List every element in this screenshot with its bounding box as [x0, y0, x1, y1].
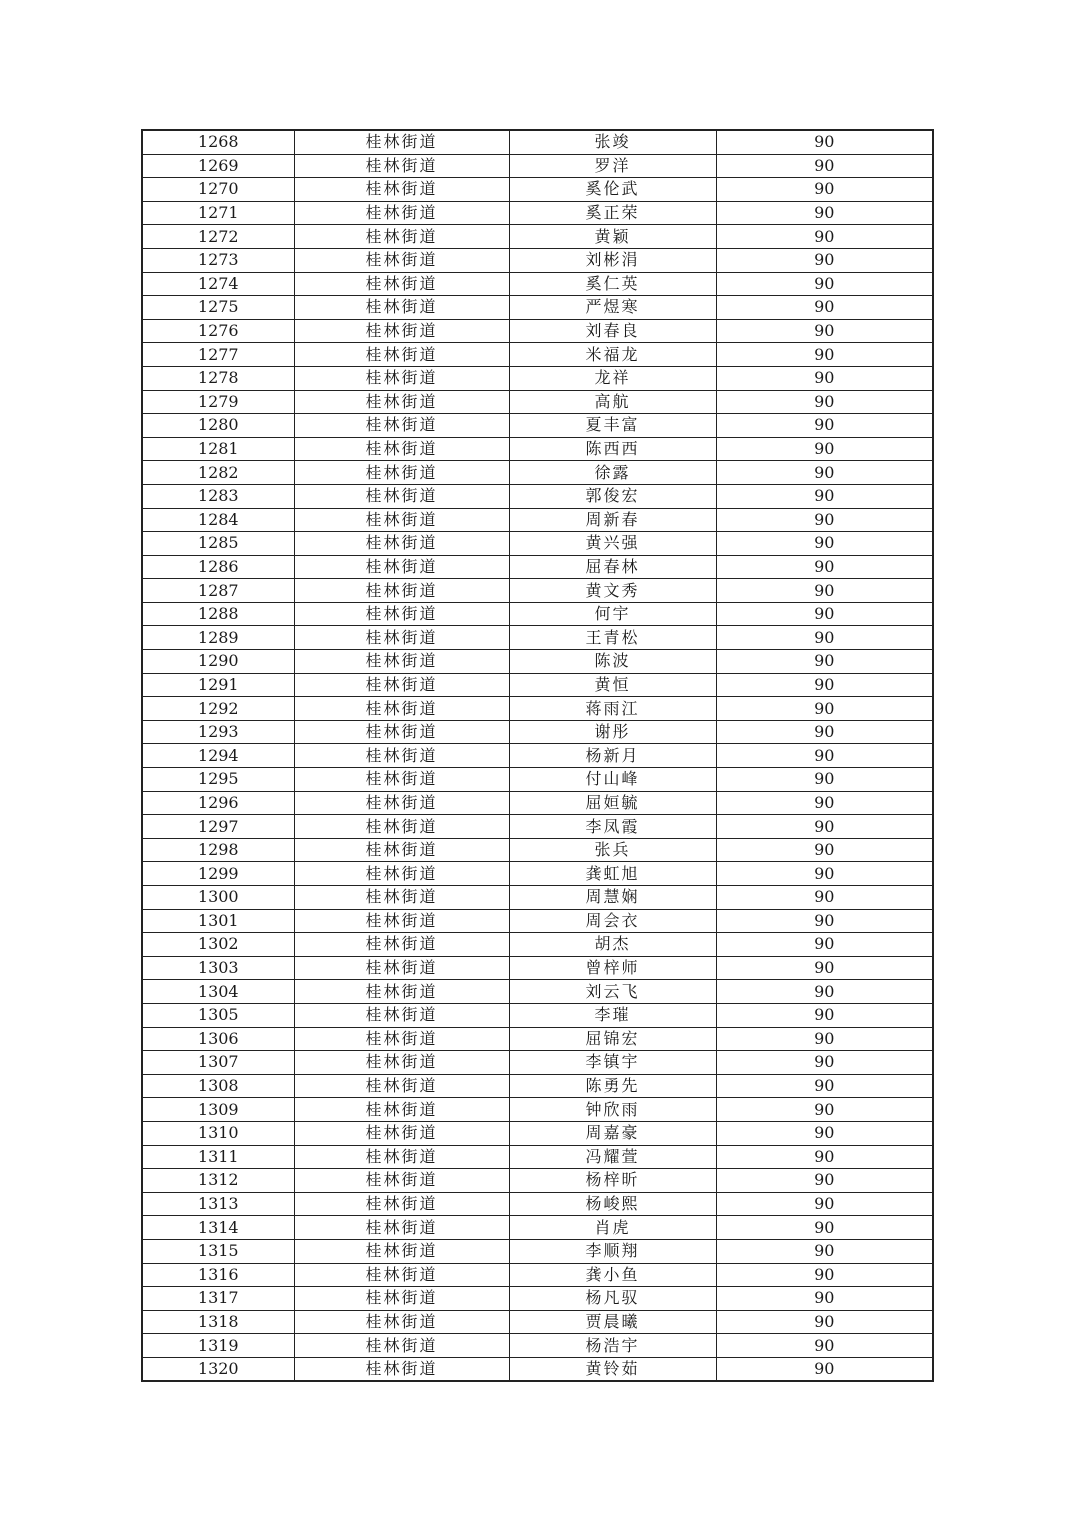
district-cell: 桂林街道	[294, 602, 509, 626]
score-cell: 90	[716, 768, 933, 792]
table-row	[142, 720, 933, 744]
row-number-cell: 1270	[142, 178, 294, 202]
district-cell: 桂林街道	[294, 555, 509, 579]
table-row	[142, 1121, 933, 1145]
name-cell: 刘春良	[509, 319, 716, 343]
table-row	[142, 1074, 933, 1098]
score-cell: 90	[716, 980, 933, 1004]
name-cell: 杨新月	[509, 744, 716, 768]
row-number-cell: 1320	[142, 1357, 294, 1381]
district-cell: 桂林街道	[294, 1051, 509, 1075]
score-cell: 90	[716, 343, 933, 367]
name-cell: 龚虹旭	[509, 862, 716, 886]
row-number-cell: 1293	[142, 720, 294, 744]
row-number-cell: 1273	[142, 248, 294, 272]
row-number-cell: 1289	[142, 626, 294, 650]
document-page	[141, 129, 932, 1382]
row-number-cell: 1280	[142, 414, 294, 438]
district-cell: 桂林街道	[294, 1074, 509, 1098]
name-cell: 张兵	[509, 838, 716, 862]
table-row	[142, 673, 933, 697]
name-cell: 陈波	[509, 650, 716, 674]
table-row	[142, 484, 933, 508]
score-cell: 90	[716, 673, 933, 697]
district-cell: 桂林街道	[294, 154, 509, 178]
score-cell: 90	[716, 1169, 933, 1193]
score-cell: 90	[716, 248, 933, 272]
score-cell: 90	[716, 838, 933, 862]
name-cell: 杨凡驭	[509, 1287, 716, 1311]
score-cell: 90	[716, 555, 933, 579]
row-number-cell: 1302	[142, 933, 294, 957]
score-cell: 90	[716, 933, 933, 957]
name-cell: 张竣	[509, 130, 716, 154]
table-row	[142, 1216, 933, 1240]
name-cell: 肖虎	[509, 1216, 716, 1240]
district-cell: 桂林街道	[294, 815, 509, 839]
district-cell: 桂林街道	[294, 1334, 509, 1358]
score-cell: 90	[716, 154, 933, 178]
name-cell: 严煜寒	[509, 296, 716, 320]
table-row	[142, 414, 933, 438]
score-cell: 90	[716, 461, 933, 485]
row-number-cell: 1311	[142, 1145, 294, 1169]
district-cell: 桂林街道	[294, 933, 509, 957]
district-cell: 桂林街道	[294, 838, 509, 862]
score-cell: 90	[716, 437, 933, 461]
table-row	[142, 1310, 933, 1334]
score-cell: 90	[716, 484, 933, 508]
district-cell: 桂林街道	[294, 484, 509, 508]
score-cell: 90	[716, 1003, 933, 1027]
district-cell: 桂林街道	[294, 744, 509, 768]
table-row	[142, 201, 933, 225]
district-cell: 桂林街道	[294, 414, 509, 438]
district-cell: 桂林街道	[294, 390, 509, 414]
row-number-cell: 1308	[142, 1074, 294, 1098]
row-number-cell: 1299	[142, 862, 294, 886]
district-cell: 桂林街道	[294, 248, 509, 272]
table-row	[142, 862, 933, 886]
name-cell: 冯耀萱	[509, 1145, 716, 1169]
table-row	[142, 1357, 933, 1381]
name-cell: 陈勇先	[509, 1074, 716, 1098]
name-cell: 刘彬涓	[509, 248, 716, 272]
name-cell: 徐露	[509, 461, 716, 485]
district-cell: 桂林街道	[294, 1357, 509, 1381]
name-cell: 屈姮毓	[509, 791, 716, 815]
row-number-cell: 1296	[142, 791, 294, 815]
name-cell: 杨梓昕	[509, 1169, 716, 1193]
row-number-cell: 1305	[142, 1003, 294, 1027]
score-cell: 90	[716, 909, 933, 933]
table-row	[142, 366, 933, 390]
row-number-cell: 1292	[142, 697, 294, 721]
table-row	[142, 343, 933, 367]
row-number-cell: 1271	[142, 201, 294, 225]
district-cell: 桂林街道	[294, 909, 509, 933]
score-cell: 90	[716, 650, 933, 674]
row-number-cell: 1315	[142, 1239, 294, 1263]
table-row	[142, 602, 933, 626]
district-cell: 桂林街道	[294, 862, 509, 886]
district-cell: 桂林街道	[294, 720, 509, 744]
district-cell: 桂林街道	[294, 296, 509, 320]
district-cell: 桂林街道	[294, 980, 509, 1004]
table-row	[142, 1287, 933, 1311]
table-row	[142, 130, 933, 154]
name-cell: 周新春	[509, 508, 716, 532]
table-row	[142, 744, 933, 768]
row-number-cell: 1314	[142, 1216, 294, 1240]
name-cell: 王青松	[509, 626, 716, 650]
district-cell: 桂林街道	[294, 343, 509, 367]
score-cell: 90	[716, 791, 933, 815]
score-cell: 90	[716, 744, 933, 768]
district-cell: 桂林街道	[294, 1310, 509, 1334]
row-number-cell: 1279	[142, 390, 294, 414]
row-number-cell: 1276	[142, 319, 294, 343]
score-cell: 90	[716, 626, 933, 650]
table-row	[142, 579, 933, 603]
name-cell: 奚仁英	[509, 272, 716, 296]
table-row	[142, 838, 933, 862]
name-cell: 黄兴强	[509, 532, 716, 556]
row-number-cell: 1274	[142, 272, 294, 296]
score-cell: 90	[716, 1334, 933, 1358]
district-cell: 桂林街道	[294, 650, 509, 674]
row-number-cell: 1283	[142, 484, 294, 508]
district-cell: 桂林街道	[294, 272, 509, 296]
name-cell: 蒋雨江	[509, 697, 716, 721]
table-row	[142, 1263, 933, 1287]
score-cell: 90	[716, 1192, 933, 1216]
table-row	[142, 532, 933, 556]
score-cell: 90	[716, 1074, 933, 1098]
score-cell: 90	[716, 201, 933, 225]
table-row	[142, 1098, 933, 1122]
table-row	[142, 1239, 933, 1263]
name-cell: 米福龙	[509, 343, 716, 367]
table-row	[142, 1334, 933, 1358]
score-cell: 90	[716, 1027, 933, 1051]
row-number-cell: 1306	[142, 1027, 294, 1051]
row-number-cell: 1284	[142, 508, 294, 532]
score-cell: 90	[716, 1098, 933, 1122]
score-cell: 90	[716, 130, 933, 154]
row-number-cell: 1282	[142, 461, 294, 485]
district-cell: 桂林街道	[294, 461, 509, 485]
score-cell: 90	[716, 319, 933, 343]
score-cell: 90	[716, 1263, 933, 1287]
score-cell: 90	[716, 532, 933, 556]
table-row	[142, 956, 933, 980]
row-number-cell: 1303	[142, 956, 294, 980]
score-cell: 90	[716, 225, 933, 249]
name-cell: 郭俊宏	[509, 484, 716, 508]
table-row	[142, 980, 933, 1004]
table-row	[142, 886, 933, 910]
district-cell: 桂林街道	[294, 1121, 509, 1145]
row-number-cell: 1275	[142, 296, 294, 320]
district-cell: 桂林街道	[294, 1145, 509, 1169]
row-number-cell: 1268	[142, 130, 294, 154]
table-row	[142, 768, 933, 792]
name-cell: 贾晨曦	[509, 1310, 716, 1334]
row-number-cell: 1287	[142, 579, 294, 603]
district-cell: 桂林街道	[294, 1287, 509, 1311]
table-row	[142, 319, 933, 343]
score-cell: 90	[716, 1287, 933, 1311]
table-row	[142, 154, 933, 178]
score-cell: 90	[716, 414, 933, 438]
name-cell: 奚正荣	[509, 201, 716, 225]
name-cell: 李凤霞	[509, 815, 716, 839]
row-number-cell: 1295	[142, 768, 294, 792]
score-cell: 90	[716, 272, 933, 296]
row-number-cell: 1281	[142, 437, 294, 461]
row-number-cell: 1312	[142, 1169, 294, 1193]
score-cell: 90	[716, 1145, 933, 1169]
district-cell: 桂林街道	[294, 579, 509, 603]
score-cell: 90	[716, 1239, 933, 1263]
name-cell: 黄文秀	[509, 579, 716, 603]
table-row	[142, 1051, 933, 1075]
table-row	[142, 296, 933, 320]
district-cell: 桂林街道	[294, 1192, 509, 1216]
row-number-cell: 1307	[142, 1051, 294, 1075]
name-cell: 黄恒	[509, 673, 716, 697]
district-cell: 桂林街道	[294, 673, 509, 697]
district-cell: 桂林街道	[294, 178, 509, 202]
score-cell: 90	[716, 1216, 933, 1240]
table-row	[142, 178, 933, 202]
table-row	[142, 390, 933, 414]
district-cell: 桂林街道	[294, 319, 509, 343]
score-cell: 90	[716, 296, 933, 320]
table-row	[142, 508, 933, 532]
row-number-cell: 1278	[142, 366, 294, 390]
name-cell: 黄颖	[509, 225, 716, 249]
score-cell: 90	[716, 1310, 933, 1334]
table-row	[142, 225, 933, 249]
row-number-cell: 1269	[142, 154, 294, 178]
row-number-cell: 1309	[142, 1098, 294, 1122]
district-cell: 桂林街道	[294, 768, 509, 792]
row-number-cell: 1272	[142, 225, 294, 249]
district-cell: 桂林街道	[294, 1027, 509, 1051]
row-number-cell: 1300	[142, 886, 294, 910]
table-row	[142, 1145, 933, 1169]
table-row	[142, 697, 933, 721]
name-cell: 高航	[509, 390, 716, 414]
table-row	[142, 1169, 933, 1193]
table-row	[142, 1003, 933, 1027]
score-cell: 90	[716, 1051, 933, 1075]
table-row	[142, 461, 933, 485]
table-row	[142, 791, 933, 815]
name-cell: 陈西西	[509, 437, 716, 461]
score-cell: 90	[716, 1121, 933, 1145]
district-cell: 桂林街道	[294, 437, 509, 461]
score-cell: 90	[716, 1357, 933, 1381]
score-cell: 90	[716, 956, 933, 980]
name-cell: 周会衣	[509, 909, 716, 933]
district-cell: 桂林街道	[294, 956, 509, 980]
table-row	[142, 815, 933, 839]
district-cell: 桂林街道	[294, 1216, 509, 1240]
table-row	[142, 272, 933, 296]
table-row	[142, 1027, 933, 1051]
name-cell: 周嘉豪	[509, 1121, 716, 1145]
score-cell: 90	[716, 720, 933, 744]
district-cell: 桂林街道	[294, 1239, 509, 1263]
row-number-cell: 1288	[142, 602, 294, 626]
name-cell: 李璀	[509, 1003, 716, 1027]
score-cell: 90	[716, 815, 933, 839]
name-cell: 付山峰	[509, 768, 716, 792]
district-cell: 桂林街道	[294, 508, 509, 532]
table-row	[142, 933, 933, 957]
score-cell: 90	[716, 508, 933, 532]
table-row	[142, 650, 933, 674]
row-number-cell: 1319	[142, 1334, 294, 1358]
score-cell: 90	[716, 178, 933, 202]
name-cell: 奚伦武	[509, 178, 716, 202]
name-cell: 谢彤	[509, 720, 716, 744]
district-cell: 桂林街道	[294, 1263, 509, 1287]
district-cell: 桂林街道	[294, 1169, 509, 1193]
table-row	[142, 909, 933, 933]
name-cell: 屈春林	[509, 555, 716, 579]
district-cell: 桂林街道	[294, 130, 509, 154]
table-row	[142, 1192, 933, 1216]
table-row	[142, 248, 933, 272]
district-cell: 桂林街道	[294, 886, 509, 910]
score-cell: 90	[716, 579, 933, 603]
district-cell: 桂林街道	[294, 791, 509, 815]
district-cell: 桂林街道	[294, 366, 509, 390]
name-cell: 龙祥	[509, 366, 716, 390]
name-cell: 李顺翔	[509, 1239, 716, 1263]
row-number-cell: 1294	[142, 744, 294, 768]
score-cell: 90	[716, 886, 933, 910]
name-cell: 何宇	[509, 602, 716, 626]
name-cell: 杨浩宇	[509, 1334, 716, 1358]
row-number-cell: 1277	[142, 343, 294, 367]
name-cell: 钟欣雨	[509, 1098, 716, 1122]
row-number-cell: 1298	[142, 838, 294, 862]
row-number-cell: 1286	[142, 555, 294, 579]
score-cell: 90	[716, 697, 933, 721]
row-number-cell: 1297	[142, 815, 294, 839]
score-cell: 90	[716, 862, 933, 886]
roster-table	[141, 129, 934, 1382]
row-number-cell: 1318	[142, 1310, 294, 1334]
name-cell: 龚小鱼	[509, 1263, 716, 1287]
name-cell: 曾梓师	[509, 956, 716, 980]
district-cell: 桂林街道	[294, 225, 509, 249]
row-number-cell: 1301	[142, 909, 294, 933]
score-cell: 90	[716, 390, 933, 414]
district-cell: 桂林街道	[294, 1098, 509, 1122]
name-cell: 夏丰富	[509, 414, 716, 438]
name-cell: 刘云飞	[509, 980, 716, 1004]
name-cell: 胡杰	[509, 933, 716, 957]
name-cell: 罗洋	[509, 154, 716, 178]
name-cell: 屈锦宏	[509, 1027, 716, 1051]
district-cell: 桂林街道	[294, 626, 509, 650]
row-number-cell: 1290	[142, 650, 294, 674]
table-row	[142, 555, 933, 579]
district-cell: 桂林街道	[294, 697, 509, 721]
district-cell: 桂林街道	[294, 201, 509, 225]
table-row	[142, 626, 933, 650]
row-number-cell: 1310	[142, 1121, 294, 1145]
row-number-cell: 1317	[142, 1287, 294, 1311]
row-number-cell: 1304	[142, 980, 294, 1004]
name-cell: 李镇宇	[509, 1051, 716, 1075]
row-number-cell: 1285	[142, 532, 294, 556]
name-cell: 杨峻熙	[509, 1192, 716, 1216]
row-number-cell: 1291	[142, 673, 294, 697]
table-row	[142, 437, 933, 461]
row-number-cell: 1313	[142, 1192, 294, 1216]
score-cell: 90	[716, 602, 933, 626]
row-number-cell: 1316	[142, 1263, 294, 1287]
roster-table-body	[142, 130, 933, 1381]
name-cell: 周慧娴	[509, 886, 716, 910]
score-cell: 90	[716, 366, 933, 390]
district-cell: 桂林街道	[294, 532, 509, 556]
name-cell: 黄铃茹	[509, 1357, 716, 1381]
district-cell: 桂林街道	[294, 1003, 509, 1027]
